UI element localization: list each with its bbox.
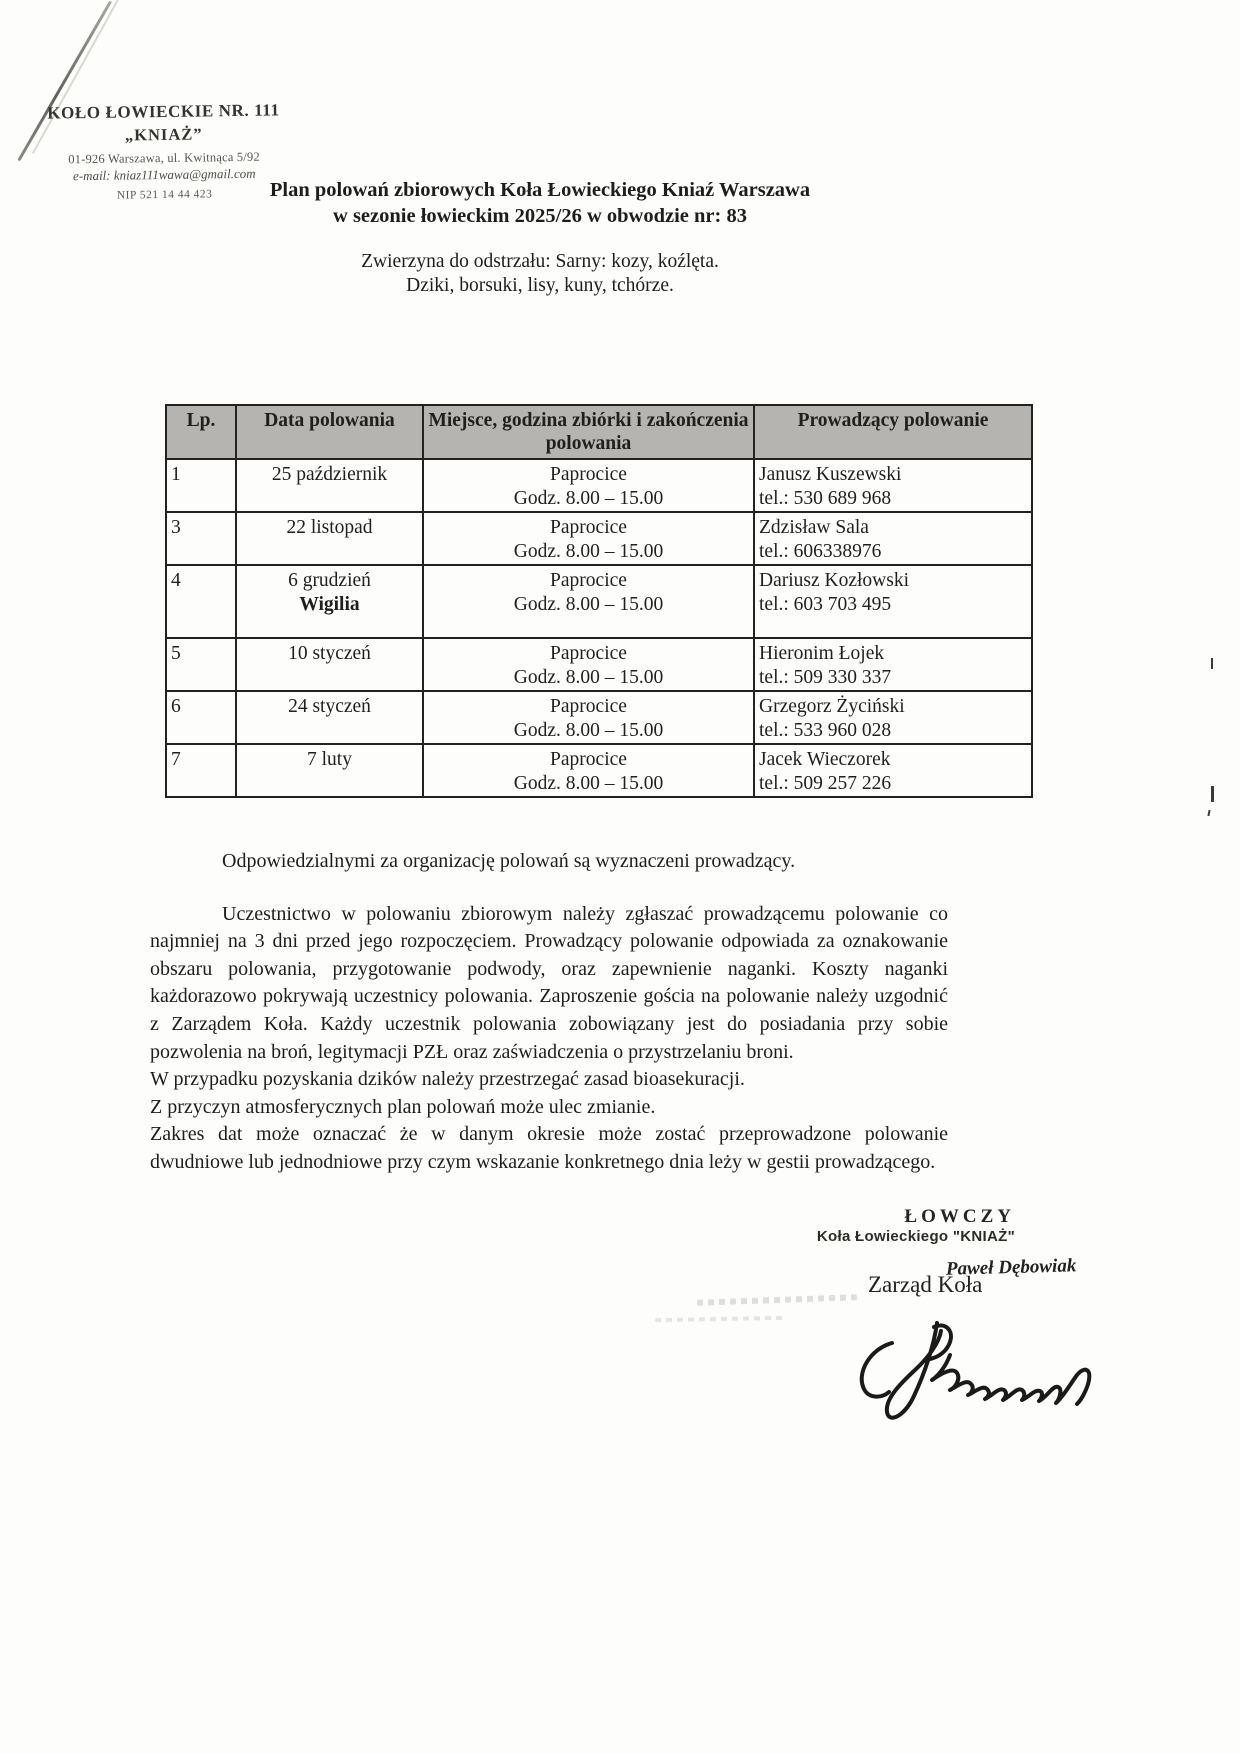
signature-stroke xyxy=(862,1343,892,1397)
leader-phone: tel.: 533 960 028 xyxy=(759,720,892,741)
cell-lp: 7 xyxy=(166,744,236,797)
hunt-place: Paprocice xyxy=(550,749,627,770)
cell-date xyxy=(236,512,423,565)
cell-place xyxy=(423,744,754,797)
signer-name-stamp: Paweł Dębowiak xyxy=(945,1255,1077,1280)
hunt-date: 24 styczeń xyxy=(288,696,371,717)
board-label: Zarząd Koła xyxy=(868,1272,983,1297)
game-species-subtitle xyxy=(180,250,900,297)
hunt-date-note: Wigilia xyxy=(299,594,360,615)
cell-date xyxy=(236,744,423,797)
leader-phone: tel.: 530 689 968 xyxy=(759,488,892,509)
cell-date xyxy=(236,459,423,512)
hunt-date: 7 luty xyxy=(307,749,352,770)
leader-phone: tel.: 509 257 226 xyxy=(759,773,892,794)
leader-name: Zdzisław Sala xyxy=(759,517,869,538)
leader-name: Jacek Wieczorek xyxy=(759,749,891,770)
pencil-smudge xyxy=(655,1316,785,1322)
table-row xyxy=(166,565,1032,638)
header-date: Data polowania xyxy=(236,405,423,459)
cell-leader xyxy=(754,691,1032,744)
scan-artifact-mark xyxy=(1207,810,1210,816)
biosecurity-note: W przypadku pozyskania dzików należy przestrzegać zasad bioasekuracji. xyxy=(150,1068,745,1091)
cell-lp: 4 xyxy=(166,565,236,638)
signature-stroke xyxy=(932,1355,1089,1404)
leader-phone: tel.: 603 703 495 xyxy=(759,594,892,615)
cell-leader xyxy=(754,512,1032,565)
cell-date xyxy=(236,565,423,638)
hunt-date: 25 październik xyxy=(271,464,388,485)
hunt-place: Paprocice xyxy=(550,570,627,591)
header-place-time: Miejsce, godzina zbiórki i zakończenia polowania xyxy=(423,405,754,459)
cell-place xyxy=(423,691,754,744)
subtitle-line-1: Zwierzyna do odstrzału: Sarny: kozy, koźlęta. xyxy=(361,251,719,272)
responsibility-paragraph: Odpowiedzialnymi za organizację polowań są wyznaczeni prowadzący. xyxy=(222,850,796,872)
leader-name: Janusz Kuszewski xyxy=(759,464,902,485)
hunt-time: Godz. 8.00 – 15.00 xyxy=(513,720,664,741)
lowczy-stamp xyxy=(745,1206,1015,1245)
cell-place xyxy=(423,638,754,691)
hunt-date: 10 styczeń xyxy=(288,643,371,664)
scan-artifact-mark xyxy=(1211,786,1214,802)
table-row xyxy=(166,638,1032,691)
hunt-time: Godz. 8.00 – 15.00 xyxy=(513,594,664,615)
title-line-1: Plan polowań zbiorowych Koła Łowieckiego Kniaź Warszawa xyxy=(269,179,811,201)
signature-stroke xyxy=(887,1323,941,1418)
club-name: KOŁO ŁOWIECKIE NR. 111 xyxy=(47,100,280,123)
hunt-place: Paprocice xyxy=(550,643,627,664)
leader-name: Hieronim Łojek xyxy=(759,643,885,664)
cell-date xyxy=(236,638,423,691)
weather-note: Z przyczyn atmosferycznych plan polowań może ulec zmianie. xyxy=(150,1095,656,1118)
hunt-place: Paprocice xyxy=(550,517,627,538)
table-row xyxy=(166,459,1032,512)
cell-place xyxy=(423,459,754,512)
hunt-schedule-table-wrap xyxy=(165,404,1033,798)
leader-phone: tel.: 509 330 337 xyxy=(759,667,892,688)
hunt-date: 6 grudzień xyxy=(288,570,371,591)
participation-paragraph: Uczestnictwo w polowaniu zbiorowym należy zgłaszać prowadzącemu polowanie co najmniej na 3 dni przed jego rozpoczęciem. Prowadzący polowanie odpowiada za oznakowanie obszaru polowania, przygotowanie podwody, oraz zapewnienie naganki. Koszty naganki każdorazowo pokrywają uczestnicy polowania. Zaproszenie gościa na polowanie należy uzgodnić z Zarządem Koła. Każdy uczestnik polowania zobowiązany jest do posiadania przy sobie pozwolenia na broń, legitymacji PZŁ oraz zaświadczenia o przystrzelaniu broni. xyxy=(150,902,948,1063)
cell-lp: 1 xyxy=(166,459,236,512)
signer-role: ŁOWCZY xyxy=(904,1206,1015,1227)
handwritten-signature-icon xyxy=(840,1303,1125,1433)
club-address: 01-926 Warszawa, ul. Kwitnąca 5/92 xyxy=(68,149,260,167)
header-lp: Lp. xyxy=(166,405,236,459)
hunt-time: Godz. 8.00 – 15.00 xyxy=(513,488,664,509)
cell-place xyxy=(423,512,754,565)
scan-artifact-mark xyxy=(1211,658,1213,669)
cell-lp: 6 xyxy=(166,691,236,744)
leader-phone: tel.: 606338976 xyxy=(759,541,882,562)
pencil-smudge xyxy=(697,1294,857,1306)
cell-leader xyxy=(754,459,1032,512)
document-body-text xyxy=(150,848,948,1177)
cell-place xyxy=(423,565,754,638)
subtitle-line-2: Dziki, borsuki, lisy, kuny, tchórze. xyxy=(406,274,674,296)
hunt-place: Paprocice xyxy=(550,464,627,485)
cell-lp: 3 xyxy=(166,512,236,565)
club-email: e-mail: kniaz111wawa@gmail.com xyxy=(72,165,256,184)
title-line-2: w sezonie łowieckim 2025/26 w obwodzie nr: 83 xyxy=(333,205,747,227)
cell-leader xyxy=(754,638,1032,691)
hunt-schedule-table xyxy=(165,404,1033,798)
leader-name: Grzegorz Życiński xyxy=(759,696,905,717)
table-row xyxy=(166,744,1032,797)
table-header-row xyxy=(166,405,1032,459)
signer-role-club: Koła Łowieckiego "KNIAŻ" xyxy=(816,1228,1015,1245)
table-row xyxy=(166,512,1032,565)
cell-date xyxy=(236,691,423,744)
cell-leader xyxy=(754,565,1032,638)
table-row xyxy=(166,691,1032,744)
hunt-time: Godz. 8.00 – 15.00 xyxy=(513,541,664,562)
date-range-note: Zakres dat może oznaczać że w danym okresie może zostać przeprowadzone polowanie dwudniowe lub jednodniowe przy czym wskazanie konkretnego dnia leży w gestii prowadzącego. xyxy=(150,1123,948,1173)
document-title xyxy=(180,178,900,228)
hunt-place: Paprocice xyxy=(550,696,627,717)
club-nip: NIP 521 14 44 423 xyxy=(116,188,213,202)
leader-name: Dariusz Kozłowski xyxy=(759,570,910,591)
hunt-time: Godz. 8.00 – 15.00 xyxy=(513,667,664,688)
header-leader: Prowadzący polowanie xyxy=(754,405,1032,459)
cell-leader xyxy=(754,744,1032,797)
club-short-name: „KNIAŻ” xyxy=(124,124,203,145)
hunt-date: 22 listopad xyxy=(286,517,373,538)
hunt-time: Godz. 8.00 – 15.00 xyxy=(513,773,664,794)
cell-lp: 5 xyxy=(166,638,236,691)
